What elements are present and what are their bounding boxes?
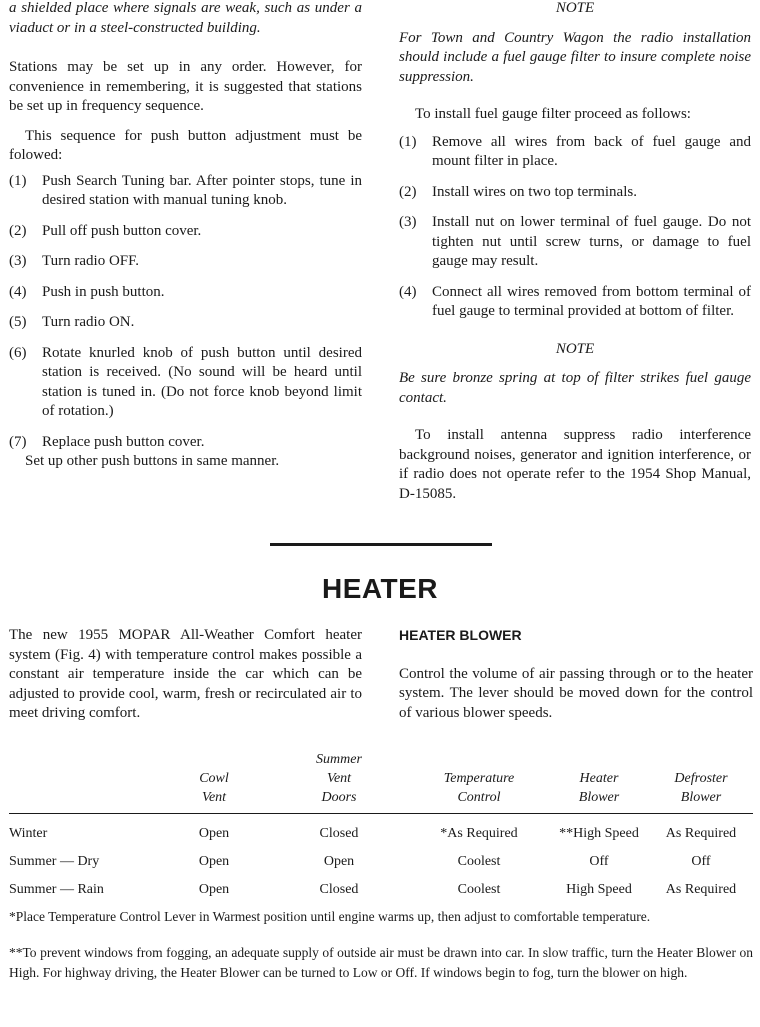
step-text: Remove all wires from back of fuel gauge and mount filter in place. bbox=[432, 133, 751, 169]
table-cell: **High Speed bbox=[559, 826, 639, 842]
step-number: (3) bbox=[399, 214, 417, 230]
step-text: Push in push button. bbox=[42, 283, 165, 300]
heater-blower-column bbox=[399, 626, 753, 723]
table-cell: Open bbox=[323, 854, 355, 870]
step-number: (2) bbox=[399, 183, 417, 200]
filter-step-item bbox=[399, 183, 751, 203]
push-button-steps bbox=[9, 172, 362, 453]
table-cell: *As Required bbox=[440, 826, 518, 842]
step-number: (3) bbox=[9, 253, 27, 269]
table-row bbox=[9, 848, 753, 876]
column-header: Summer Vent Doors bbox=[316, 752, 362, 805]
step-text: Turn radio OFF. bbox=[42, 253, 140, 269]
step-number: (6) bbox=[9, 344, 27, 361]
radio-left-column bbox=[9, 0, 362, 472]
section-title: HEATER bbox=[321, 573, 439, 604]
step-text: Pull off push button cover. bbox=[42, 222, 202, 239]
column-header: Temperature Control bbox=[443, 771, 515, 805]
note-text: For Town and Country Wagon the radio installation should include a fuel gauge filter to insure complete noise suppression. bbox=[399, 29, 751, 85]
row-label: Summer — Dry bbox=[9, 854, 100, 870]
sequence-paragraph: This sequence for push button adjustment must be folowed: bbox=[9, 127, 362, 163]
step-item bbox=[9, 222, 362, 242]
step-text: Install nut on lower terminal of fuel gauge. Do not tighten nut until screw turns, or damage to fuel gauge may result. bbox=[432, 214, 751, 269]
table-cell: Closed bbox=[319, 882, 359, 898]
column-header bbox=[9, 750, 159, 814]
table-cell: Off bbox=[691, 854, 711, 870]
step-number: (2) bbox=[9, 222, 27, 239]
intro-continuation: a shielded place where signals are weak, such as under a viaduct or in a steel-constructed building. bbox=[9, 0, 362, 36]
step-text: Rotate knurled knob of push button until desired station is received. (No sound will be heard until station is tuned in. (Do not force knob beyond limit of rotation.) bbox=[42, 344, 362, 419]
step-item bbox=[9, 433, 362, 453]
table-row bbox=[9, 876, 753, 904]
row-label: Summer — Rain bbox=[9, 882, 104, 898]
step-item bbox=[9, 252, 362, 272]
column-header: Cowl Vent bbox=[199, 771, 229, 805]
step-item bbox=[9, 283, 362, 303]
blower-text: Control the volume of air passing through or to the heater system. The lever should be moved down for the control of various blower speeds. bbox=[399, 665, 753, 721]
antenna-paragraph: To install antenna suppress radio interference background noises, generator and ignition interference, or if radio does not operate refer to the 1954 Shop Manual, D-15085. bbox=[399, 427, 751, 502]
table-cell: As Required bbox=[665, 826, 737, 842]
step-number: (1) bbox=[9, 172, 27, 189]
footnotes bbox=[9, 907, 753, 983]
step-item bbox=[9, 172, 362, 211]
closing-line: Set up other push buttons in same manner. bbox=[25, 453, 280, 469]
step-item bbox=[9, 344, 362, 422]
step-text: Turn radio ON. bbox=[42, 314, 135, 330]
stations-paragraph: Stations may be set up in any order. However, for convenience in remembering, it is suggested that stations be set up in frequency sequence. bbox=[9, 59, 362, 114]
filter-intro: To install fuel gauge filter proceed as follows: bbox=[415, 106, 691, 122]
filter-step-item bbox=[399, 213, 751, 272]
table-header-row bbox=[9, 750, 753, 814]
step-text: Connect all wires removed from bottom terminal of fuel gauge to terminal provided at bottom of filter. bbox=[432, 283, 751, 319]
step-number: (7) bbox=[9, 433, 27, 450]
subsection-heading: HEATER BLOWER bbox=[399, 627, 522, 643]
table-cell: Off bbox=[589, 854, 609, 870]
table-cell: High Speed bbox=[566, 882, 632, 898]
filter-step-item bbox=[399, 283, 751, 322]
note-heading: NOTE bbox=[555, 340, 595, 357]
section-divider bbox=[270, 543, 492, 546]
step-item bbox=[9, 313, 362, 333]
table-cell: Closed bbox=[319, 826, 359, 842]
footnote: **To prevent windows from fogging, an adequate supply of outside air must be drawn into car. In slow traffic, turn the Heater Blower on High. For highway driving, the Heater Blower can be turned to Low or Off. If windows begin to fog, turn the blower on high. bbox=[9, 945, 753, 980]
step-number: (4) bbox=[399, 283, 417, 300]
table-cell: Open bbox=[198, 882, 230, 898]
filter-steps bbox=[399, 133, 751, 322]
radio-right-column bbox=[399, 0, 751, 504]
table-cell: Open bbox=[198, 854, 230, 870]
step-number: (4) bbox=[9, 283, 27, 300]
heater-intro-column bbox=[9, 626, 362, 724]
table-cell: As Required bbox=[665, 882, 737, 898]
step-text: Replace push button cover. bbox=[42, 433, 205, 450]
table-cell: Coolest bbox=[457, 854, 501, 870]
step-number: (5) bbox=[9, 314, 27, 330]
heater-intro: The new 1955 MOPAR All-Weather Comfort heater system (Fig. 4) with temperature control makes possible a constant air temperature inside the car which can be adjusted to provide cool, warm, fresh or recirculated air to meet driving comfort. bbox=[9, 627, 362, 721]
column-header: Defroster Blower bbox=[674, 771, 728, 805]
footnote: *Place Temperature Control Lever in Warmest position until engine warms up, then adjust to comfortable temperature. bbox=[9, 909, 651, 924]
column-header: Heater Blower bbox=[578, 771, 620, 805]
heater-settings-table bbox=[9, 750, 753, 904]
table-cell: Open bbox=[198, 826, 230, 842]
note-text: Be sure bronze spring at top of filter strikes fuel gauge contact. bbox=[399, 370, 751, 406]
table-cell: Coolest bbox=[457, 882, 501, 898]
row-label: Winter bbox=[9, 826, 48, 842]
step-number: (1) bbox=[399, 133, 417, 150]
step-text: Push Search Tuning bar. After pointer stops, tune in desired station with manual tuning knob. bbox=[42, 172, 362, 208]
note-heading: NOTE bbox=[555, 0, 595, 16]
filter-step-item bbox=[399, 133, 751, 172]
step-text: Install wires on two top terminals. bbox=[432, 183, 637, 200]
table-row bbox=[9, 814, 753, 849]
